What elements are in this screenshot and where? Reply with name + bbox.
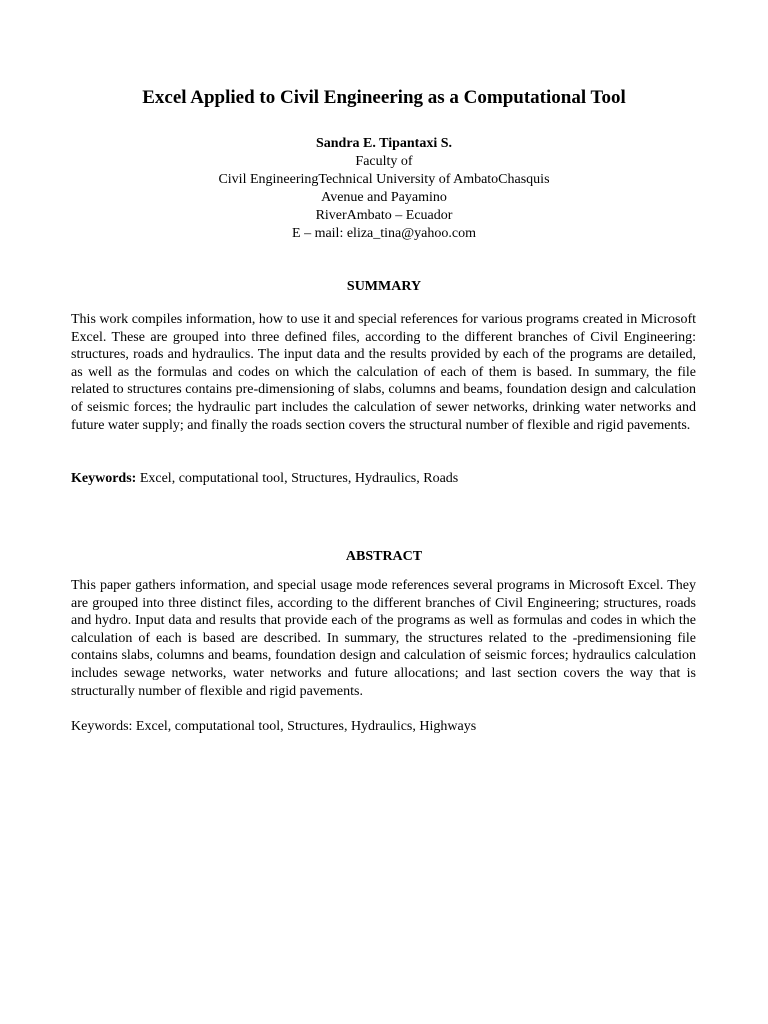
keywords-label: Keywords: <box>71 471 137 486</box>
affiliation-line: RiverAmbato – Ecuador <box>315 208 453 223</box>
abstract-keywords: Keywords: Excel, computational tool, Structures, Hydraulics, Highways <box>71 719 477 734</box>
abstract-text: This paper gathers information, and special usage mode references several programs in Microsoft Excel. They are grouped into three distinct files, according to the different branches of Civil Engineering; structures, roads and hydro. Input data and results that provide each of the programs as well as formulas and codes in which the calculation of each is based are described. In summary, the structures related to the -predimensioning file contains slabs, columns and beams, foundation design and calculation of seismic forces; hydraulics calculation includes sewage networks, water networks and future allocations; and last section covers the way that is structurally number of flexible and rigid pavements. <box>71 578 696 699</box>
summary-text: This work compiles information, how to use it and special references for various programs created in Microsoft Excel. These are grouped into three defined files, according to the different branches of Civil Engineering: structures, roads and hydraulics. The input data and the results provided by each of the programs are detailed, as well as the formulas and codes on which the calculation of each of them is based. In summary, the file related to structures contains pre-dimensioning of slabs, columns and beams, foundation design and calculation of seismic forces; the hydraulic part includes the calculation of sewer networks, drinking water networks and future water supply; and finally the roads section covers the structural number of flexible and rigid pavements. <box>71 312 696 433</box>
author-block <box>0 135 768 243</box>
paper-title: Excel Applied to Civil Engineering as a Computational Tool <box>142 87 626 108</box>
affiliation-line: Avenue and Payamino <box>321 190 447 205</box>
author-name: Sandra E. Tipantaxi S. <box>315 136 453 151</box>
affiliation-line: Faculty of <box>355 154 413 169</box>
summary-keywords <box>71 470 696 488</box>
affiliation-line: Civil EngineeringTechnical University of AmbatoChasquis <box>218 172 550 187</box>
abstract-heading: ABSTRACT <box>345 549 423 564</box>
summary-heading: SUMMARY <box>346 279 422 294</box>
keywords-list: Excel, computational tool, Structures, Hydraulics, Roads <box>139 471 459 486</box>
author-email: E – mail: eliza_tina@yahoo.com <box>292 226 476 241</box>
